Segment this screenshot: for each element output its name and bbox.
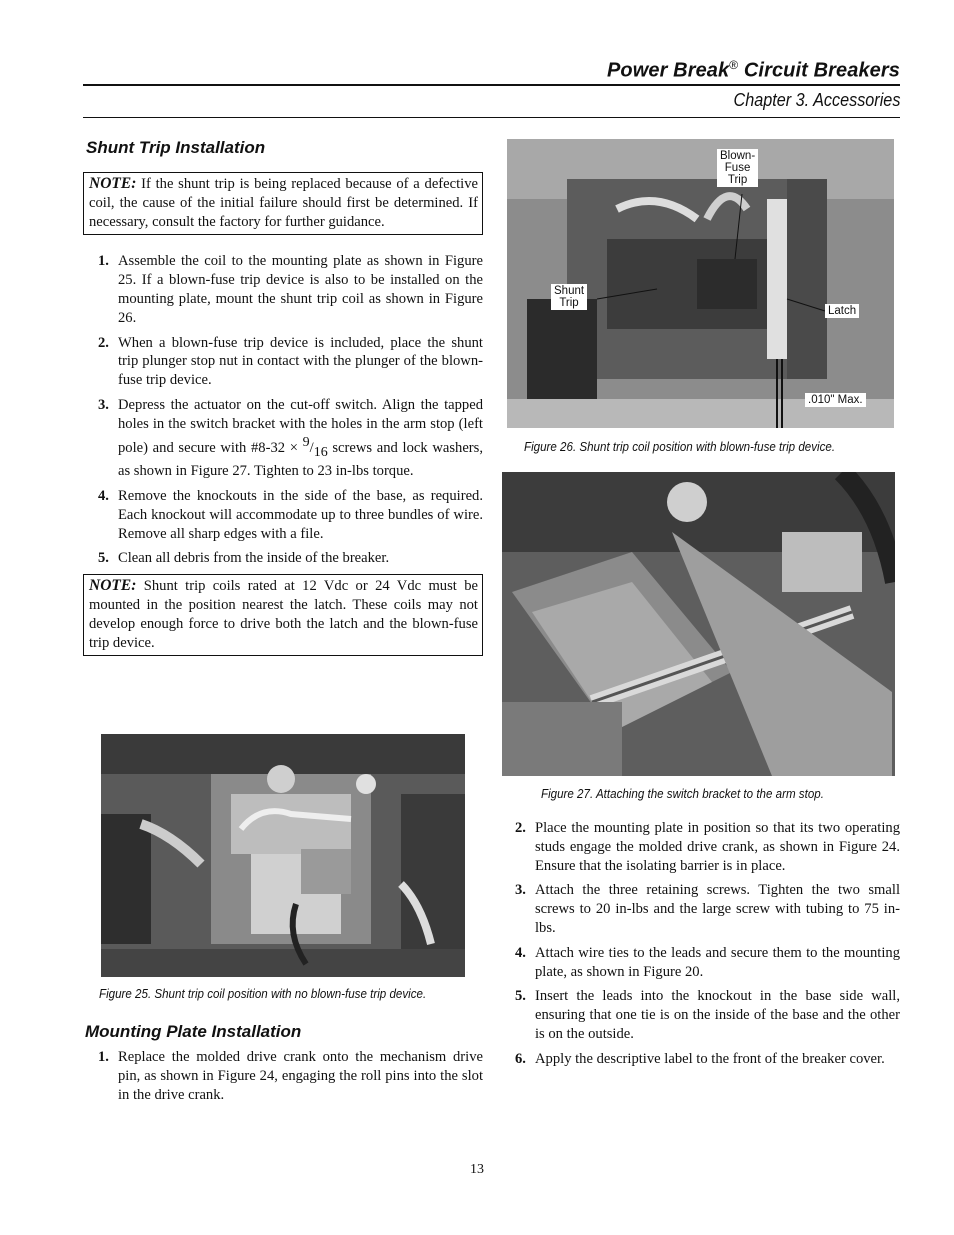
note-text: Shunt trip coils rated at 12 Vdc or 24 Vdc must be mounted in the position nearest the latch. These coils may not develop enough force to drive both the latch and the blown-fuse trip device. — [89, 578, 478, 651]
label-blown-fuse-trip: Blown- Fuse Trip — [717, 149, 758, 187]
list-item: 4. Attach wire ties to the leads and secure them to the mounting plate, as shown in Figure 20. — [515, 944, 900, 980]
mounting-plate-heading: Mounting Plate Installation — [85, 1022, 302, 1041]
list-item: 6. Apply the descriptive label to the front of the breaker cover. — [515, 1050, 885, 1067]
mounting-steps-right-wrap — [500, 819, 900, 1075]
mounting-steps-left — [83, 1048, 483, 1104]
note-label: NOTE: — [89, 175, 137, 192]
figure-26-caption: Figure 26. Shunt trip coil position with blown-fuse trip device. — [524, 440, 836, 454]
list-item: 1. Replace the molded drive crank onto the mechanism drive pin, as shown in Figure 24, engaging the roll pins into the slot in the drive crank. — [98, 1049, 483, 1103]
mounting-section — [83, 1022, 483, 1110]
note-text: If the shunt trip is being replaced because of a defective coil, the cause of the initial failure should first be determined. If necessary, consult the factory for further guidance. — [89, 176, 478, 230]
mounting-steps-right — [500, 819, 900, 1069]
note-box-1 — [83, 172, 483, 235]
shunt-trip-heading: Shunt Trip Installation — [86, 138, 266, 157]
list-item: 4. Remove the knockouts in the side of the base, as required. Each knockout will accommodate up to three bundles of wire. Remove all sharp edges with a file. — [98, 487, 483, 542]
figure-26-photo — [507, 139, 894, 428]
label-shunt-trip: Shunt Trip — [551, 284, 587, 310]
document-title: Power Break® Circuit Breakers — [606, 58, 900, 82]
label-gap: .010" Max. — [805, 393, 866, 407]
note-label: NOTE: — [89, 577, 137, 595]
header-rule — [83, 84, 900, 86]
label-latch: Latch — [825, 304, 859, 318]
note-box-2 — [83, 574, 483, 656]
list-item: 3. Depress the actuator on the cut-off switch. Align the tapped holes in the switch bracket with the holes in the arm stop (left pole) and secure with #8-32 × $^9/_{16}$ screws and lock washers, as shown in Figure 27. Tighten to 23 in-lbs torque. — [98, 396, 483, 480]
list-item: 1. Assemble the coil to the mounting plate as shown in Figure 25. If a blown-fuse trip device is also to be installed on the mounting plate, mount the shunt trip coil as shown in Figure 26. — [98, 253, 483, 326]
chapter-subtitle: Chapter 3. Accessories — [733, 90, 900, 110]
list-item: 5. Insert the leads into the knockout in the base side wall, ensuring that one tie is on the inside of the base and the other is on the outside. — [515, 988, 900, 1042]
figure-25-caption: Figure 25. Shunt trip coil position with no blown-fuse trip device. — [99, 987, 427, 1001]
left-column — [83, 138, 483, 656]
page-number: 13 — [470, 1162, 484, 1177]
shunt-steps — [83, 252, 483, 568]
figure-27-caption: Figure 27. Attaching the switch bracket to the arm stop. — [541, 787, 824, 801]
registered-mark: ® — [729, 58, 739, 72]
list-item: 5. Clean all debris from the inside of the breaker. — [98, 550, 390, 567]
header-rule-thin — [83, 117, 900, 118]
list-item: 3. Attach the three retaining screws. Tighten the two small screws to 20 in-lbs and the large screw with tubing to 75 in-lbs. — [515, 882, 900, 936]
list-item: 2. When a blown-fuse trip device is included, place the shunt trip plunger stop nut in contact with the plunger of the blown-fuse trip device. — [98, 334, 483, 389]
list-item: 2. Place the mounting plate in position so that its two operating studs engage the molded drive crank, as shown in Figure 24. Ensure that the isolating barrier is in place. — [515, 820, 900, 874]
figure-27-photo — [502, 472, 895, 776]
figure-25-photo — [101, 734, 465, 977]
